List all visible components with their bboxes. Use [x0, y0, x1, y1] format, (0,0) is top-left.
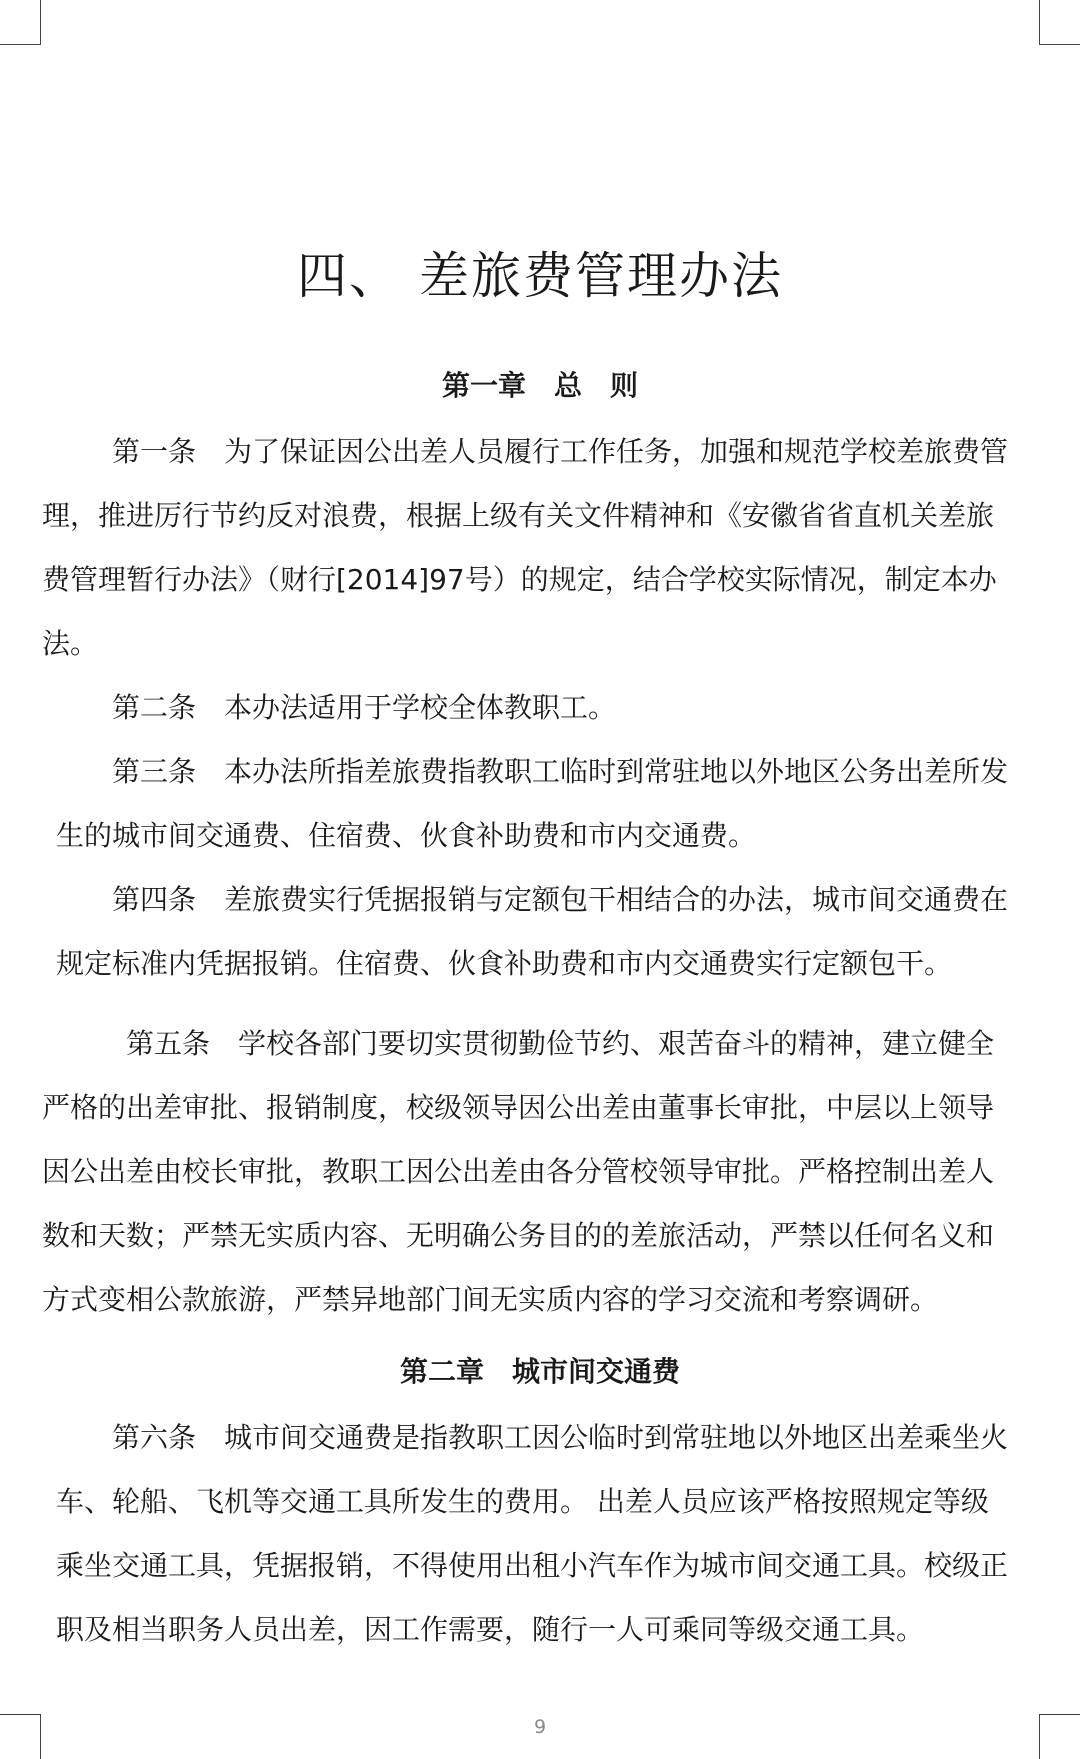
article-5-line-5: 方式变相公款旅游，严禁异地部门间无实质内容的学习交流和考察调研。: [42, 1283, 939, 1316]
article-4-line-2: 规定标准内凭据报销。住宿费、伙食补助费和市内交通费实行定额包干。: [56, 947, 953, 980]
article-6-line-2: 车、轮船、飞机等交通工具所发生的费用。 出差人员应该严格按照规定等级: [56, 1485, 989, 1518]
article-3-line-2: 生的城市间交通费、住宿费、伙食补助费和市内交通费。: [56, 819, 757, 852]
article-5-line-3: 因公出差由校长审批，教职工因公出差由各分管校领导审批。严格控制出差人: [42, 1155, 995, 1188]
article-6-line-4: 职及相当职务人员出差，因工作需要，随行一人可乘同等级交通工具。: [56, 1613, 925, 1646]
article-5-line-2: 严格的出差审批、报销制度，校级领导因公出差由董事长审批，中层以上领导: [42, 1091, 995, 1124]
article-2-line-1: 第二条 本办法适用于学校全体教职工。: [112, 691, 617, 724]
article-6-line-1: 第六条 城市间交通费是指教职工因公临时到常驻地以外地区出差乘坐火: [112, 1421, 1009, 1454]
page-number: 9: [533, 1716, 547, 1738]
chapter-heading-2: 第二章 城市间交通费: [399, 1355, 680, 1388]
crop-mark-top-left: [0, 0, 41, 45]
article-1-line-1: 第一条 为了保证因公出差人员履行工作任务，加强和规范学校差旅费管: [112, 435, 1009, 468]
article-4-line-1: 第四条 差旅费实行凭据报销与定额包干相结合的办法，城市间交通费在: [112, 883, 1009, 916]
article-1-line-2: 理，推进厉行节约反对浪费，根据上级有关文件精神和《安徽省省直机关差旅: [42, 499, 995, 532]
chapter-heading-1: 第一章 总 则: [441, 369, 638, 402]
article-6-line-3: 乘坐交通工具，凭据报销，不得使用出租小汽车作为城市间交通工具。校级正: [56, 1549, 1009, 1582]
article-1-line-3: 费管理暂行办法》（财行[2014]97号）的规定，结合学校实际情况，制定本办: [42, 563, 997, 596]
article-1-line-4: 法。: [42, 627, 99, 660]
page-title: 四、 差旅费管理办法: [297, 247, 783, 305]
article-5-line-1: 第五条 学校各部门要切实贯彻勤俭节约、艰苦奋斗的精神，建立健全: [126, 1027, 995, 1060]
crop-mark-top-right: [1039, 0, 1080, 45]
article-5-line-4: 数和天数；严禁无实质内容、无明确公务目的的差旅活动，严禁以任何名义和: [42, 1219, 995, 1252]
article-3-line-1: 第三条 本办法所指差旅费指教职工临时到常驻地以外地区公务出差所发: [112, 755, 1009, 788]
